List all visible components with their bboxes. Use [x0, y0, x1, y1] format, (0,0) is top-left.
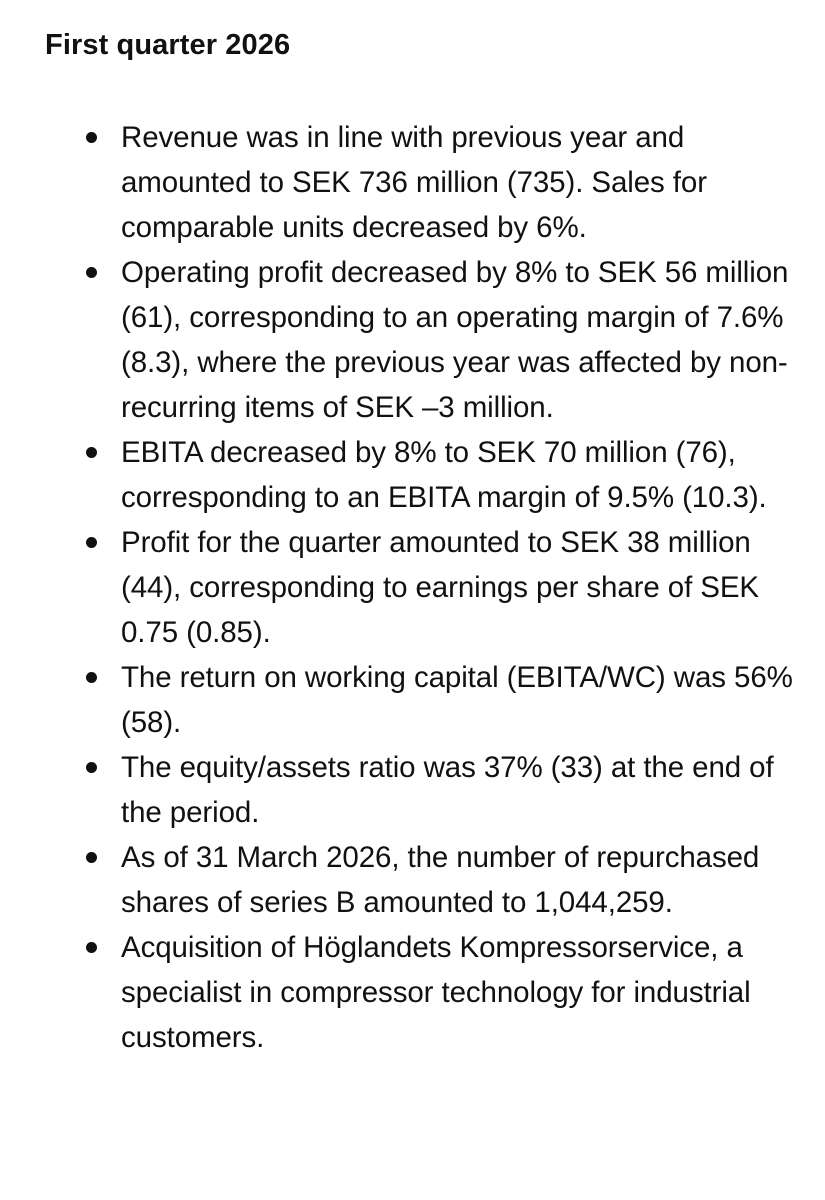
- report-section: [45, 0, 815, 1060]
- bullet-icon: [86, 852, 97, 863]
- highlight-item-profit: [45, 520, 815, 655]
- bullet-icon: [86, 942, 97, 953]
- section-heading: First quarter 2026: [45, 29, 291, 61]
- highlight-item-return-on-wc: [45, 655, 815, 745]
- highlight-text: Operating profit decreased by 8% to SEK 56 million (61), corresponding to an operating margin of 7.6% (8.3), where the previous year was affected by non-recurring items of SEK –3 million.: [121, 256, 789, 424]
- bullet-icon: [86, 762, 97, 773]
- bullet-icon: [86, 267, 97, 278]
- highlight-item-revenue: [45, 115, 815, 250]
- highlight-item-ebita: [45, 430, 815, 520]
- highlight-text: EBITA decreased by 8% to SEK 70 million (76), corresponding to an EBITA margin of 9.5% (10.3).: [121, 436, 767, 514]
- highlight-text: Acquisition of Höglandets Kompressorservice, a specialist in compressor technology for industrial customers.: [121, 931, 751, 1054]
- highlight-item-equity-ratio: [45, 745, 815, 835]
- bullet-icon: [86, 672, 97, 683]
- bullet-icon: [86, 537, 97, 548]
- highlight-text: Profit for the quarter amounted to SEK 38 million (44), corresponding to earnings per share of SEK 0.75 (0.85).: [121, 526, 760, 649]
- bullet-icon: [86, 447, 97, 458]
- highlights-list: [45, 115, 815, 1060]
- bullet-icon: [86, 132, 97, 143]
- highlight-item-operating-profit: [45, 250, 815, 430]
- highlight-text: The equity/assets ratio was 37% (33) at the end of the period.: [121, 751, 774, 829]
- highlight-item-repurchased-shares: [45, 835, 815, 925]
- highlight-text: As of 31 March 2026, the number of repurchased shares of series B amounted to 1,044,259.: [121, 841, 760, 919]
- highlight-item-acquisition: [45, 925, 815, 1060]
- highlight-text: Revenue was in line with previous year and amounted to SEK 736 million (735). Sales for comparable units decreased by 6%.: [121, 121, 707, 244]
- highlight-text: The return on working capital (EBITA/WC) was 56% (58).: [121, 661, 793, 739]
